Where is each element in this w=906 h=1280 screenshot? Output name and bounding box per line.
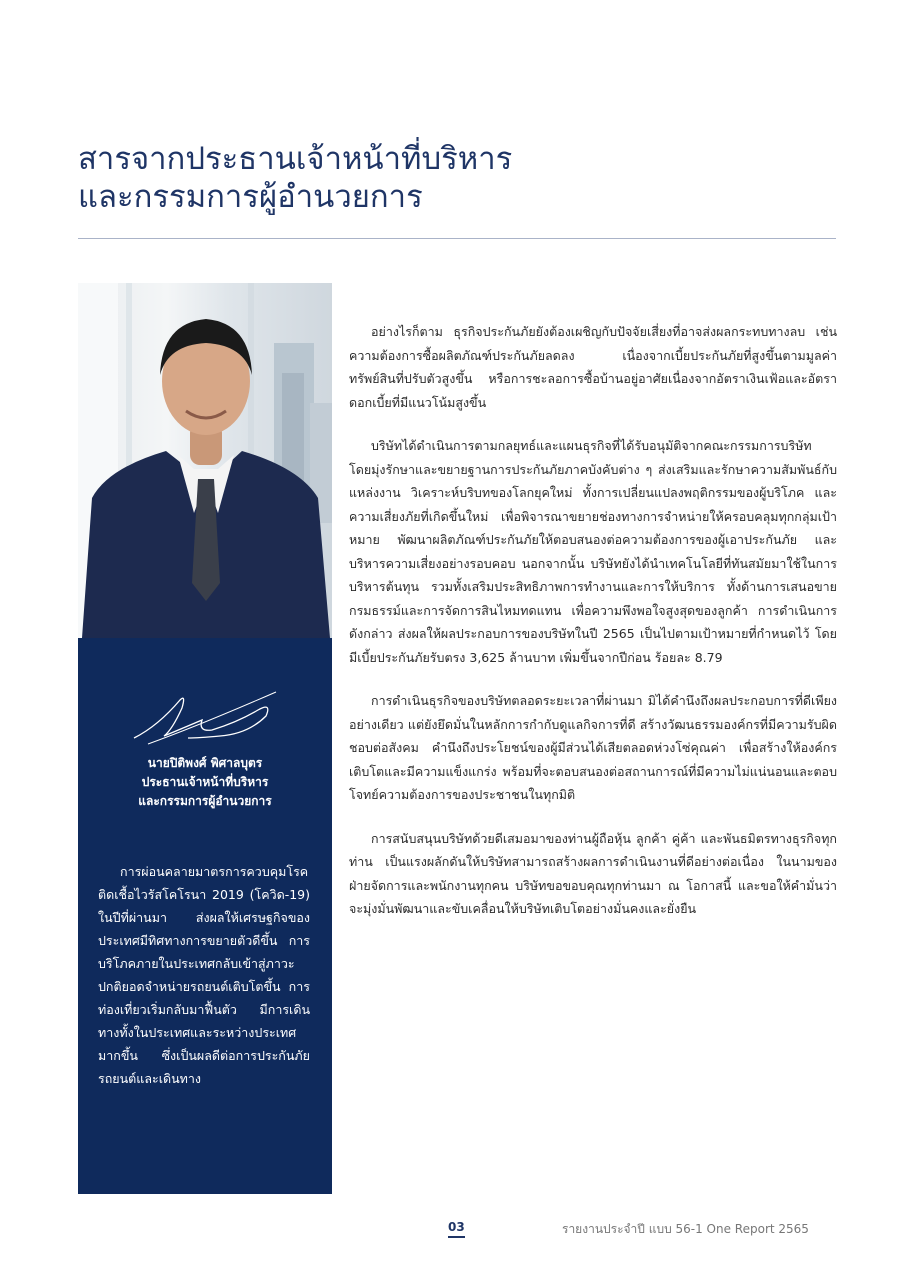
message-body <box>349 320 837 941</box>
executive-position-line-2: และกรรมการผู้อำนวยการ <box>138 794 272 808</box>
body-paragraph-2: บริษัทได้ดำเนินการตามกลยุทธ์และแผนธุรกิจที่ได้รับอนุมัติจากคณะกรรมการบริษัท โดยมุ่งรักษาและขยายฐานการประกันภัยภาคบังคับต่าง ๆ ส่งเสริมและรักษาความสัมพันธ์กับแหล่งงาน วิเคราะห์บริบทของโลกยุคใหม่ ทั้งการเปลี่ยนแปลงพฤติกรรมของผู้บริโภค และความเสี่ยงภัยที่เกิดขึ้นใหม่ เพื่อพิจารณาขยายช่องทางการจำหน่ายให้ครอบคลุมทุกกลุ่มเป้าหมาย พัฒนาผลิตภัณฑ์ประกันภัยให้ตอบสนองต่อความต้องการของผู้เอาประกันภัย และบริหารความเสี่ยงอย่างรอบคอบ นอกจากนั้น บริษัทยังได้นำเทคโนโลยีที่ทันสมัยมาใช้ในการบริหารต้นทุน รวมทั้งเสริมประสิทธิภาพการทำงานและการให้บริการ ทั้งด้านการเสนอขายกรมธรรม์และการจัดการสินไหมทดแทน เพื่อความพึงพอใจสูงสุดของลูกค้า การดำเนินการดังกล่าว ส่งผลให้ผลประกอบการของบริษัทในปี 2565 เป็นไปตามเป้าหมายที่กำหนดไว้ โดยมีเบี้ยประกันภัยรับตรง 3,625 ล้านบาท เพิ่มขึ้นจากปีก่อน ร้อยละ 8.79 <box>349 438 837 665</box>
executive-portrait <box>78 283 332 638</box>
portrait-illustration <box>78 283 332 638</box>
executive-name-block <box>78 754 332 811</box>
page-number: 03 <box>448 1220 465 1238</box>
report-title: รายงานประจำปี แบบ 56-1 One Report 2565 <box>562 1222 809 1236</box>
page-title-line-1: สารจากประธานเจ้าหน้าที่บริหาร <box>78 141 513 177</box>
body-paragraph-3: การดำเนินธุรกิจของบริษัทตลอดระยะเวลาที่ผ่านมา มิได้คำนึงถึงผลประกอบการที่ดีเพียงอย่างเดียว แต่ยังยึดมั่นในหลักการกำกับดูแลกิจการที่ดี สร้างวัฒนธรรมองค์กรที่มีความรับผิดชอบต่อสังคม คำนึงถึงประโยชน์ของผู้มีส่วนได้เสียตลอดห่วงโซ่คุณค่า เพื่อสร้างให้องค์กรเติบโตและมีความแข็งแกร่ง พร้อมที่จะตอบสนองต่อสถานการณ์ที่มีความไม่แน่นอนและตอบโจทย์ความต้องการของประชาชนในทุกมิติ <box>349 693 837 802</box>
body-paragraph-1: อย่างไรก็ตาม ธุรกิจประกันภัยยังต้องเผชิญกับปัจจัยเสี่ยงที่อาจส่งผลกระทบทางลบ เช่น ความต้องการซื้อผลิตภัณฑ์ประกันภัยลดลง เนื่องจากเบี้ยประกันภัยที่สูงขึ้นตามมูลค่าทรัพย์สินที่ปรับตัวสูงขึ้น หรือการชะลอการซื้อบ้านอยู่อาศัยเนื่องจากอัตราเงินเฟ้อและอัตราดอกเบี้ยที่มีแนวโน้มสูงขึ้น <box>349 324 837 410</box>
executive-panel <box>78 638 332 1194</box>
page-title-line-2: และกรรมการผู้อำนวยการ <box>78 179 423 215</box>
panel-paragraph: การผ่อนคลายมาตรการควบคุมโรคติดเชื้อไวรัสโคโรนา 2019 (โควิด-19) ในปีที่ผ่านมา ส่งผลให้เศรษฐกิจของประเทศมีทิศทางการขยายตัวดีขึ้น การบริโภคภายในประเทศกลับเข้าสู่ภาวะปกติยอดจำหน่ายรถยนต์เติบโตขึ้น การท่องเที่ยวเริ่มกลับมาฟื้นตัว มีการเดินทางทั้งในประเทศและระหว่างประเทศมากขึ้น ซึ่งเป็นผลดีต่อการประกันภัยรถยนต์และเดินทาง <box>98 864 310 1086</box>
title-divider <box>78 238 836 239</box>
page-title <box>78 140 838 216</box>
executive-position-line-1: ประธานเจ้าหน้าที่บริหาร <box>141 775 269 789</box>
body-paragraph-4: การสนับสนุนบริษัทด้วยดีเสมอมาของท่านผู้ถือหุ้น ลูกค้า คู่ค้า และพันธมิตรทางธุรกิจทุกท่าน เป็นแรงผลักดันให้บริษัทสามารถสร้างผลการดำเนินงานที่ดีอย่างต่อเนื่อง ในนามของฝ่ายจัดการและพนักงานทุกคน บริษัทขอขอบคุณทุกท่านมา ณ โอกาสนี้ และขอให้คำมั่นว่าจะมุ่งมั่นพัฒนาและขับเคลื่อนให้บริษัทเติบโตอย่างมั่นคงและยั่งยืน <box>349 830 837 916</box>
signature-image <box>128 686 278 746</box>
executive-name: นายปิติพงศ์ พิศาลบุตร <box>147 756 263 770</box>
